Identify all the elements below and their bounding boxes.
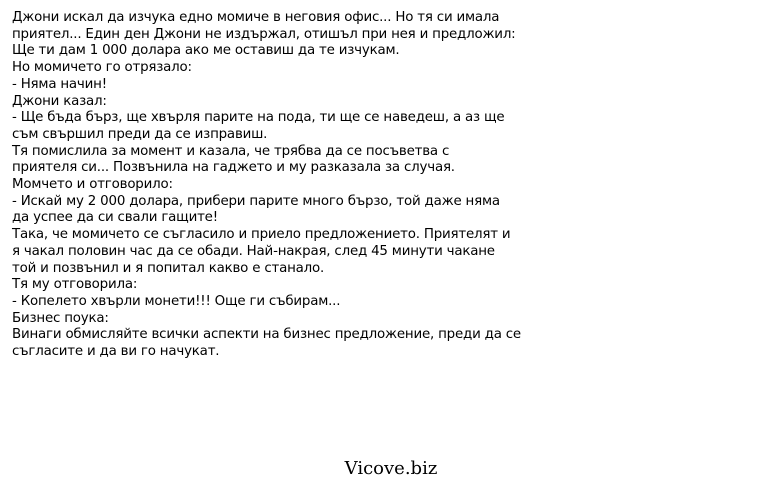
text-line: приятел... Един ден Джони не издържал, отишъл при нея и предложил: xyxy=(12,26,516,42)
text-line: Винаги обмисляйте всички аспекти на бизнес предложение, преди да се xyxy=(12,327,521,343)
text-line: да успее да си свали гащите! xyxy=(12,210,218,226)
text-line: Джони казал: xyxy=(12,93,107,109)
text-line: Тя му отговорила: xyxy=(12,277,138,293)
text-line: Момчето и отговорило: xyxy=(12,177,173,193)
text-line: - Ще бъда бърз, ще хвърля парите на пода, ти ще се наведеш, а аз ще xyxy=(12,110,505,126)
text-line: - Копелето хвърли монети!!! Още ги събирам... xyxy=(12,293,341,309)
text-line: Бизнес поука: xyxy=(12,310,109,326)
text-line: Тя помислила за момент и казала, че трябва да се посъветва с xyxy=(12,143,450,159)
text-line: я чакал половин час да се обади. Най-накрая, след 45 минути чакане xyxy=(12,243,495,259)
text-line: - Искай му 2 000 долара, прибери парите много бързо, той даже няма xyxy=(12,193,500,209)
text-line: приятеля си... Позвънила на гаджето и му разказала за случая. xyxy=(12,160,455,176)
text-line: Така, че момичето се съгласило и приело предложението. Приятелят и xyxy=(12,227,511,243)
text-line: Ще ти дам 1 000 долара ако ме оставиш да те изчукам. xyxy=(12,43,400,59)
text-line: съгласите и да ви го начукат. xyxy=(12,344,220,360)
text-line: съм свършил преди да се изправиш. xyxy=(12,126,268,142)
text-line: Но момичето го отрязало: xyxy=(12,60,192,76)
text-line: Джони искал да изчука едно момиче в неговия офис... Но тя си имала xyxy=(12,10,500,25)
text-line: той и позвънил и я попитал какво е станало. xyxy=(12,260,325,276)
joke-text xyxy=(12,10,587,361)
site-watermark: Vicove.biz xyxy=(344,458,438,479)
text-line: - Няма начин! xyxy=(12,76,107,92)
